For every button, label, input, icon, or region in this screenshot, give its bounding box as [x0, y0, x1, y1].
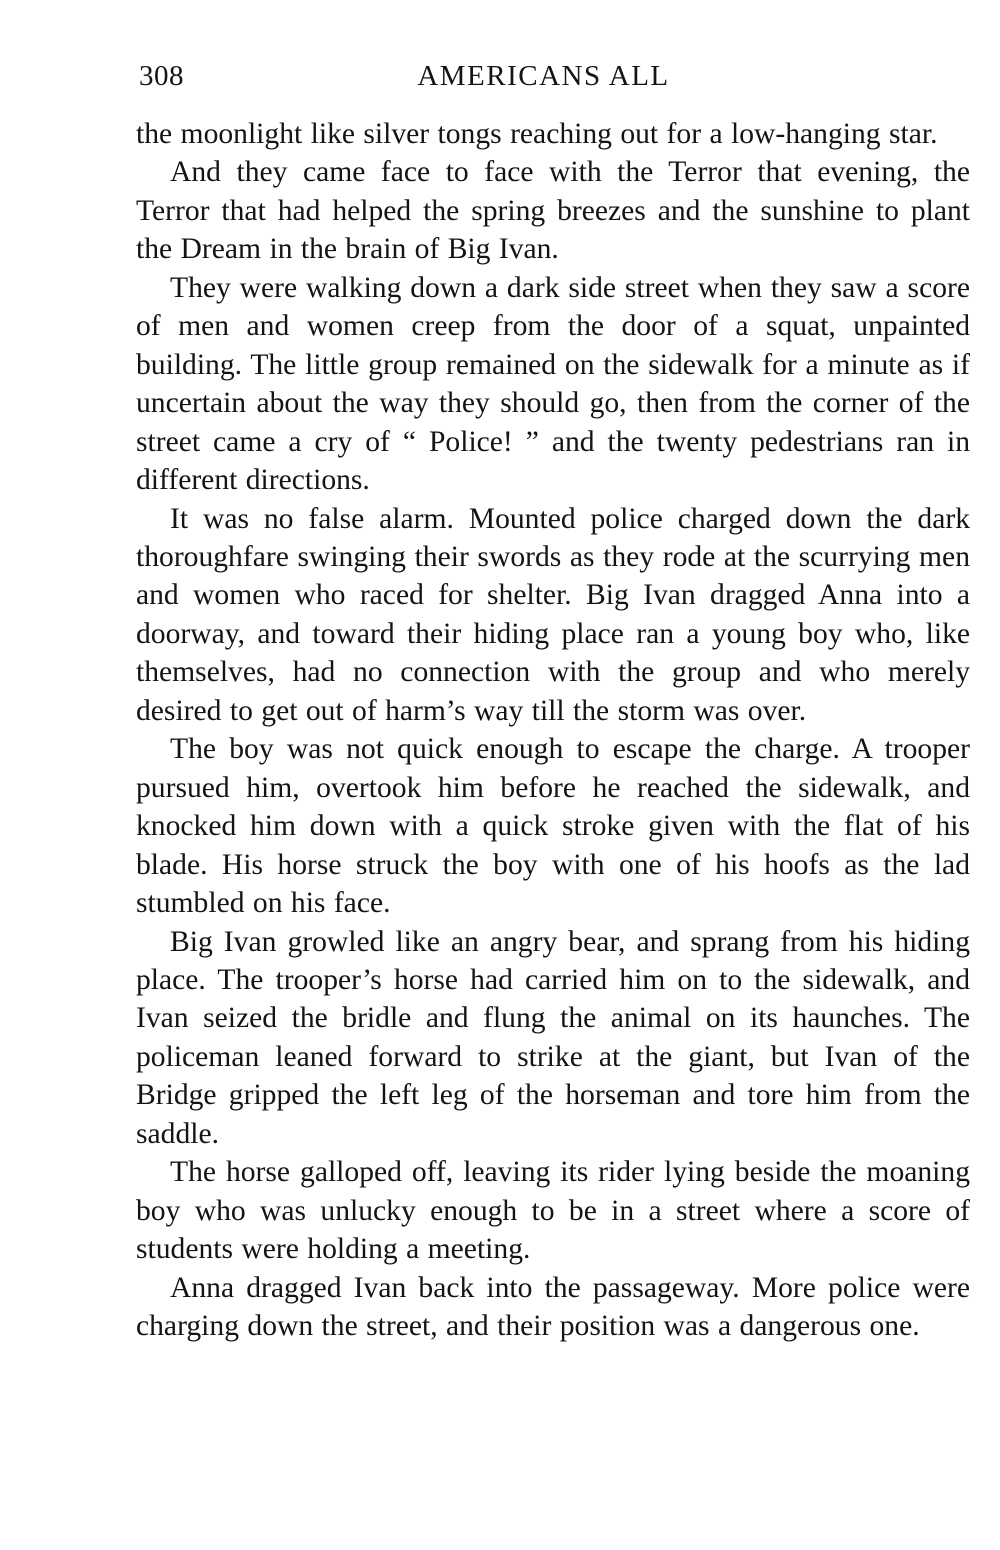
paragraph: The boy was not quick enough to escape the charge. A trooper pursued him, overtook him before he reached the sidewalk, and knocked him down with a quick stroke given with the flat of his blade. His horse struck the boy with one of his hoofs as the lad stumbled on his face.	[136, 733, 970, 920]
paragraph: They were walking down a dark side street when they saw a score of men and women creep from the door of a squat, unpainted building. The little group remained on the sidewalk for a minute as if uncertain about the way they should go, then from the corner of the street came a cry of “ Police! ” and the twenty pedestrians ran in different directions.	[136, 271, 970, 497]
paragraph: Big Ivan growled like an angry bear, and sprang from his hiding place. The trooper’s horse had carried him on to the sidewalk, and Ivan seized the bridle and flung the animal on its haunches. The policeman leaned forward to strike at the giant, but Ivan of the Bridge gripped the left leg of the horseman and tore him from the saddle.	[136, 925, 970, 1150]
paragraph-continued: the moonlight like silver tongs reaching out for a low-hanging star.	[136, 118, 938, 150]
paragraph: And they came face to face with the Terror that evening, the Terror that had helped the spring breezes and the sunshine to plant the Dream in the brain of Big Ivan.	[136, 156, 970, 266]
paragraph: The horse galloped off, leaving its rider lying beside the moaning boy who was unlucky enough to be in a street where a score of students were holding a meeting.	[136, 1156, 970, 1266]
paragraph: Anna dragged Ivan back into the passageway. More police were charging down the street, and their position was a dangerous one.	[136, 1271, 970, 1343]
running-title: AMERICANS ALL	[417, 60, 670, 92]
body-text	[136, 115, 970, 1346]
page-header	[137, 60, 970, 100]
paragraph: It was no false alarm. Mounted police charged down the dark thoroughfare swinging their swords as they rode at the scurrying men and women who raced for shelter. Big Ivan dragged Anna into a doorway, and toward their hiding place ran a young boy who, like themselves, had no connection with the group and who merely desired to get out of harm’s way till the storm was over.	[136, 502, 970, 727]
page-number: 308	[139, 60, 184, 92]
